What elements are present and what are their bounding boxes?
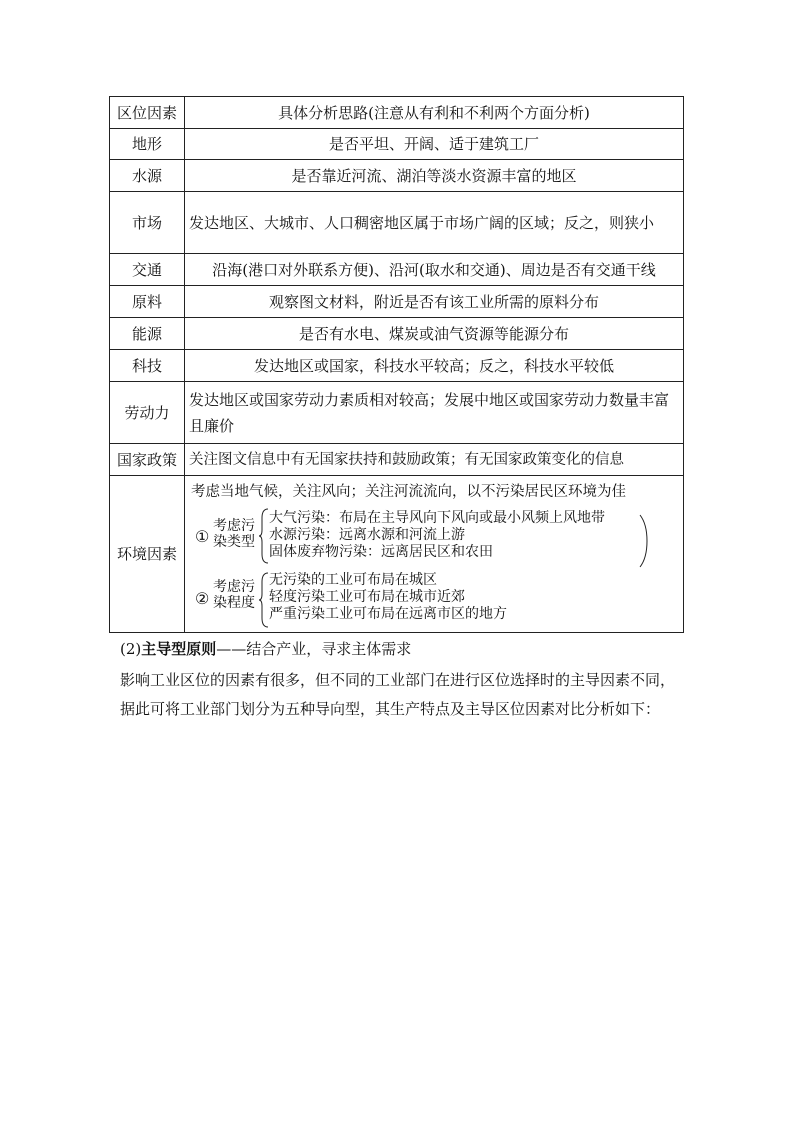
list-item: 轻度污染工业可布局在城市近郊 xyxy=(269,589,465,605)
list-item: 水源污染：远离水源和河流上游 xyxy=(269,527,465,543)
body-paragraph: 影响工业区位的因素有很多，但不同的工业部门在进行区位选择时的主导因素不同，据此可将工业部门划分为五种导向型，其生产特点及主导区位因素对比分析如下： xyxy=(120,671,676,718)
row-text: 是否平坦、开阔、适于建筑工厂 xyxy=(185,129,684,160)
table-row xyxy=(110,254,684,286)
row-factor: 原料 xyxy=(110,286,185,318)
row-factor: 地形 xyxy=(110,129,185,160)
table-row xyxy=(110,318,684,350)
environment-row xyxy=(110,476,684,633)
table-row xyxy=(110,192,684,254)
table-row xyxy=(110,129,684,160)
group-number: ② xyxy=(195,589,210,608)
group-label: 考虑污染程度 xyxy=(213,579,255,611)
row-factor: 交通 xyxy=(110,254,185,286)
row-text: 是否靠近河流、湖泊等淡水资源丰富的地区 xyxy=(185,160,684,192)
group-lines xyxy=(269,510,605,561)
pollution-type-group xyxy=(193,508,663,566)
list-item: 固体废弃物污染：远离居民区和农田 xyxy=(269,544,493,560)
section-prefix: (2) xyxy=(120,640,142,658)
list-item: 大气污染：布局在主导风向下风向或最小风频上风地带 xyxy=(269,510,605,526)
left-brace-icon xyxy=(259,572,269,628)
row-text: 发达地区或国家，科技水平较高；反之，科技水平较低 xyxy=(185,350,684,382)
environment-details xyxy=(185,476,684,633)
industry-location-table xyxy=(109,96,684,633)
row-text: 沿海(港口对外联系方便)、沿河(取水和交通)、周边是否有交通干线 xyxy=(185,254,684,286)
section-title: 主导型原则 xyxy=(141,640,217,658)
right-brace-icon xyxy=(639,514,649,568)
list-item: 严重污染工业可布局在远离市区的地方 xyxy=(269,606,507,622)
row-text: 关注图文信息中有无国家扶持和鼓励政策；有无国家政策变化的信息 xyxy=(185,444,684,476)
row-factor: 能源 xyxy=(110,318,185,350)
row-text: 发达地区或国家劳动力素质相对较高；发展中地区或国家劳动力数量丰富且廉价 xyxy=(185,382,684,444)
row-factor: 水源 xyxy=(110,160,185,192)
header-analysis: 具体分析思路(注意从有利和不利两个方面分析) xyxy=(185,97,684,129)
group-lines xyxy=(269,572,507,623)
row-factor: 国家政策 xyxy=(110,444,185,476)
header-factor: 区位因素 xyxy=(110,97,185,129)
row-factor: 科技 xyxy=(110,350,185,382)
row-text: 发达地区、大城市、人口稠密地区属于市场广阔的区域；反之，则狭小 xyxy=(185,192,684,254)
table-row xyxy=(110,350,684,382)
environment-intro: 考虑当地气候，关注风向；关注河流流向，以不污染居民区环境为佳 xyxy=(191,484,626,500)
left-brace-icon xyxy=(259,508,269,564)
group-number: ① xyxy=(195,527,210,546)
section-subtitle: ——结合产业，寻求主体需求 xyxy=(216,640,412,658)
row-text: 观察图文材料，附近是否有该工业所需的原料分布 xyxy=(185,286,684,318)
table-row xyxy=(110,444,684,476)
pollution-degree-group xyxy=(193,572,663,630)
row-factor: 劳动力 xyxy=(110,382,185,444)
list-item: 无污染的工业可布局在城区 xyxy=(269,572,437,588)
row-text: 是否有水电、煤炭或油气资源等能源分布 xyxy=(185,318,684,350)
table-row xyxy=(110,160,684,192)
row-factor: 市场 xyxy=(110,192,185,254)
table-header-row xyxy=(110,97,684,129)
table-row xyxy=(110,286,684,318)
table-row xyxy=(110,382,684,444)
group-label: 考虑污染类型 xyxy=(213,518,255,550)
section-heading xyxy=(120,638,690,660)
environment-factor: 环境因素 xyxy=(110,476,185,633)
